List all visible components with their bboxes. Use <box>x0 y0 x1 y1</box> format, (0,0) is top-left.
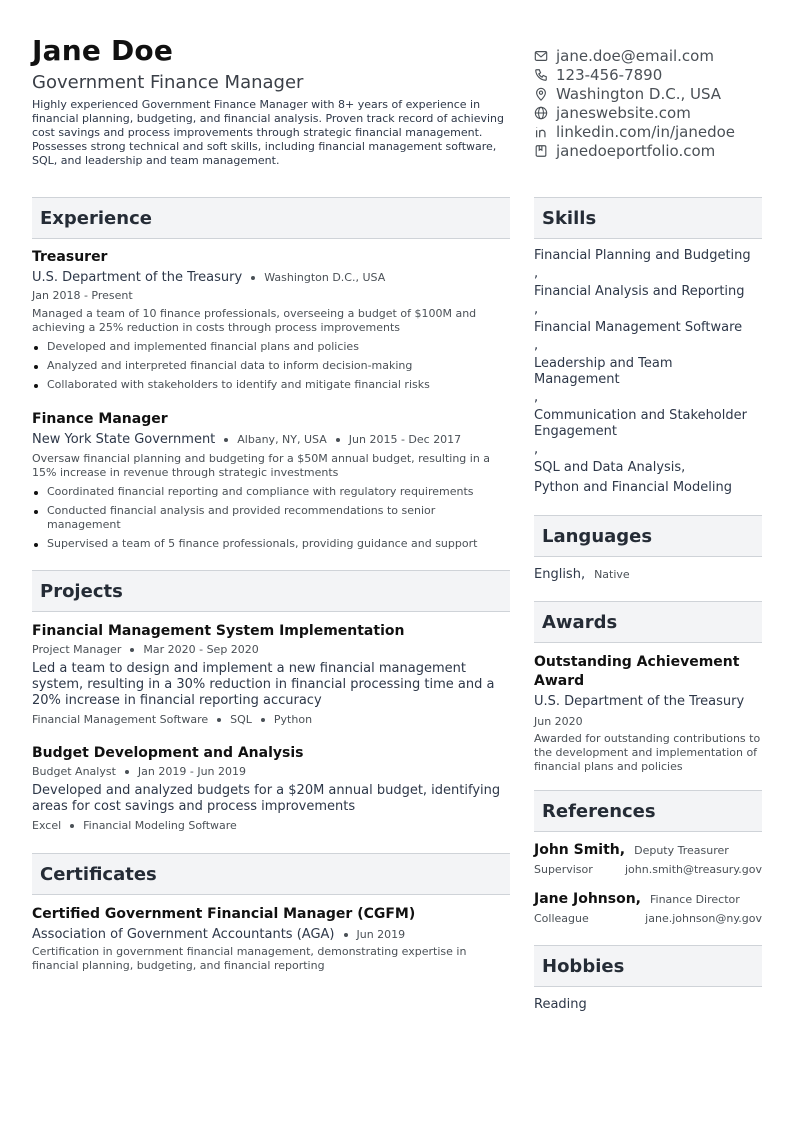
project-role: Project Manager <box>32 643 122 656</box>
award-title: Outstanding Achievement Award <box>534 654 740 689</box>
job-desc: Oversaw financial planning and budgeting for a $50M annual budget, resulting in a 15% increase in revenue through strategic investments <box>32 452 491 479</box>
phone-icon <box>534 68 548 82</box>
resume-header <box>32 34 512 168</box>
job-desc: Managed a team of 10 finance professionals, overseeing a budget of $100M and achieving a 25% reduction in costs through process improvements <box>32 307 477 334</box>
project-title: Financial Management System Implementation <box>32 623 405 639</box>
location-text: Washington D.C., USA <box>556 84 722 103</box>
globe-icon <box>534 106 548 120</box>
project-tags <box>32 712 510 727</box>
section-skills: Skills <box>534 197 762 239</box>
linkedin-text: linkedin.com/in/janedoe <box>556 122 736 141</box>
project-tag: SQL <box>230 713 252 726</box>
bullet-item: Developed and implemented financial plans and policies <box>32 340 510 354</box>
project-title: Budget Development and Analysis <box>32 745 304 761</box>
right-column <box>534 197 762 1012</box>
reference-entry <box>534 842 762 876</box>
project-tag: Excel <box>32 819 62 832</box>
separator-dot <box>261 718 265 722</box>
separator-dot <box>125 770 129 774</box>
certificate-entry <box>32 905 510 973</box>
hobby-item: Reading <box>534 997 587 1012</box>
skill-separator: , <box>534 442 539 457</box>
project-entry <box>32 622 510 727</box>
candidate-title: Government Finance Manager <box>32 72 304 93</box>
job-title: Treasurer <box>32 249 108 265</box>
job-org: New York State Government <box>32 432 216 447</box>
job-org-line <box>32 269 510 286</box>
contact-website[interactable] <box>534 103 774 122</box>
portfolio-text: janedoeportfolio.com <box>556 141 716 160</box>
reference-details <box>534 863 762 876</box>
skill-item: Communication and Stakeholder Engagement <box>534 408 747 439</box>
bullet-item: Coordinated financial reporting and compliance with regulatory requirements <box>32 485 510 499</box>
skill-item: Financial Analysis and Reporting <box>534 284 745 299</box>
project-tag: Financial Modeling Software <box>83 819 237 832</box>
reference-name: Jane Johnson, <box>534 891 641 907</box>
bookmark-icon <box>534 144 548 158</box>
envelope-icon <box>534 49 548 63</box>
separator-dot <box>344 933 348 937</box>
project-meta <box>32 642 510 657</box>
project-tag: Python <box>273 713 313 726</box>
separator-dot <box>70 824 74 828</box>
award-desc: Awarded for outstanding contributions to the development and implementation of financial plans and policies <box>534 732 761 773</box>
skill-item: Leadership and Team Management <box>534 356 673 387</box>
bullet-item: Collaborated with stakeholders to identify and mitigate financial risks <box>32 378 510 392</box>
reference-entry <box>534 891 762 925</box>
linkedin-icon <box>534 125 548 139</box>
job-title: Finance Manager <box>32 411 168 427</box>
award-entry <box>534 653 762 774</box>
skill-item: Financial Planning and Budgeting <box>534 248 751 263</box>
website-text: janeswebsite.com <box>556 103 691 122</box>
section-references: References <box>534 790 762 832</box>
experience-entry <box>32 248 510 392</box>
skills-list <box>534 248 762 496</box>
language-item <box>534 567 762 582</box>
certificate-title: Certified Government Financial Manager (CGFM) <box>32 906 416 922</box>
summary: Highly experienced Government Finance Manager with 8+ years of experience in financial planning, budgeting, and financial analysis. Proven track record of achieving cost savings and process improvements through strategic financial management. Possesses strong technical and soft skills, including financial management software, SQL, and leadership and team management. <box>32 98 504 167</box>
job-org: U.S. Department of the Treasury <box>32 270 243 285</box>
job-bullets <box>32 485 510 551</box>
separator-dot <box>130 648 134 652</box>
reference-position: Deputy Treasurer <box>634 844 729 857</box>
reference-name: John Smith, <box>534 842 626 858</box>
certificate-desc: Certification in government financial management, demonstrating expertise in financial planning, budgeting, and financial reporting <box>32 945 467 972</box>
section-experience: Experience <box>32 197 510 239</box>
job-bullets <box>32 340 510 392</box>
bullet-item: Supervised a team of 5 finance professionals, providing guidance and support <box>32 537 510 551</box>
section-projects: Projects <box>32 570 510 612</box>
language-level: Native <box>594 568 630 581</box>
reference-relation: Colleague <box>534 912 589 925</box>
section-hobbies: Hobbies <box>534 945 762 987</box>
job-date: Jan 2018 - Present <box>32 289 133 302</box>
contact-linkedin[interactable] <box>534 122 774 141</box>
candidate-name: Jane Doe <box>32 34 174 67</box>
contact-list <box>534 46 774 160</box>
certificate-org: Association of Government Accountants (AGA) <box>32 927 335 942</box>
skill-item: SQL and Data Analysis, <box>534 460 686 475</box>
reference-position: Finance Director <box>650 893 740 906</box>
reference-email[interactable]: john.smith@treasury.gov <box>624 863 762 876</box>
separator-dot <box>336 438 340 442</box>
bullet-item: Conducted financial analysis and provided recommendations to senior management <box>32 504 510 532</box>
experience-entry <box>32 410 510 551</box>
certificate-date: Jun 2019 <box>356 928 406 941</box>
reference-relation: Supervisor <box>534 863 593 876</box>
bullet-item: Analyzed and interpreted financial data to inform decision-making <box>32 359 510 373</box>
separator-dot <box>224 438 228 442</box>
job-location: Albany, NY, USA <box>237 433 327 446</box>
award-date: Jun 2020 <box>534 715 583 728</box>
section-awards: Awards <box>534 601 762 643</box>
skill-separator: , <box>534 302 539 317</box>
job-org-line <box>32 431 510 448</box>
award-org: U.S. Department of the Treasury <box>534 694 745 709</box>
language-name: English, <box>534 567 586 582</box>
left-column <box>32 197 510 973</box>
certificate-org-line <box>32 926 510 943</box>
project-desc: Led a team to design and implement a new financial management system, resulting in a 30% reduction in financial processing time and a 20% increase in financial reporting accuracy <box>32 661 495 708</box>
project-date: Jan 2019 - Jun 2019 <box>137 765 247 778</box>
contact-email[interactable] <box>534 46 774 65</box>
separator-dot <box>217 718 221 722</box>
job-location: Washington D.C., USA <box>264 271 386 284</box>
phone-text: 123-456-7890 <box>556 65 663 84</box>
project-date: Mar 2020 - Sep 2020 <box>143 643 259 656</box>
skill-item: Financial Management Software <box>534 320 743 335</box>
skill-separator: , <box>534 266 539 281</box>
reference-header <box>534 891 762 907</box>
section-languages: Languages <box>534 515 762 557</box>
project-desc: Developed and analyzed budgets for a $20M annual budget, identifying areas for cost savings and process improvements <box>32 783 501 814</box>
reference-details <box>534 912 762 925</box>
job-date: Jun 2015 - Dec 2017 <box>348 433 462 446</box>
project-tag: Financial Management Software <box>32 713 209 726</box>
skill-item: Python and Financial Modeling <box>534 480 732 495</box>
section-certificates: Certificates <box>32 853 510 895</box>
contact-phone[interactable] <box>534 65 774 84</box>
reference-email[interactable]: jane.johnson@ny.gov <box>645 912 762 925</box>
separator-dot <box>251 276 255 280</box>
project-entry <box>32 744 510 833</box>
project-meta <box>32 764 510 779</box>
skill-separator: , <box>534 338 539 353</box>
contact-location <box>534 84 774 103</box>
email-text: jane.doe@email.com <box>556 46 714 65</box>
project-tags <box>32 818 510 833</box>
map-pin-icon <box>534 87 548 101</box>
skill-separator: , <box>534 390 539 405</box>
contact-portfolio[interactable] <box>534 141 774 160</box>
reference-header <box>534 842 762 858</box>
project-role: Budget Analyst <box>32 765 116 778</box>
